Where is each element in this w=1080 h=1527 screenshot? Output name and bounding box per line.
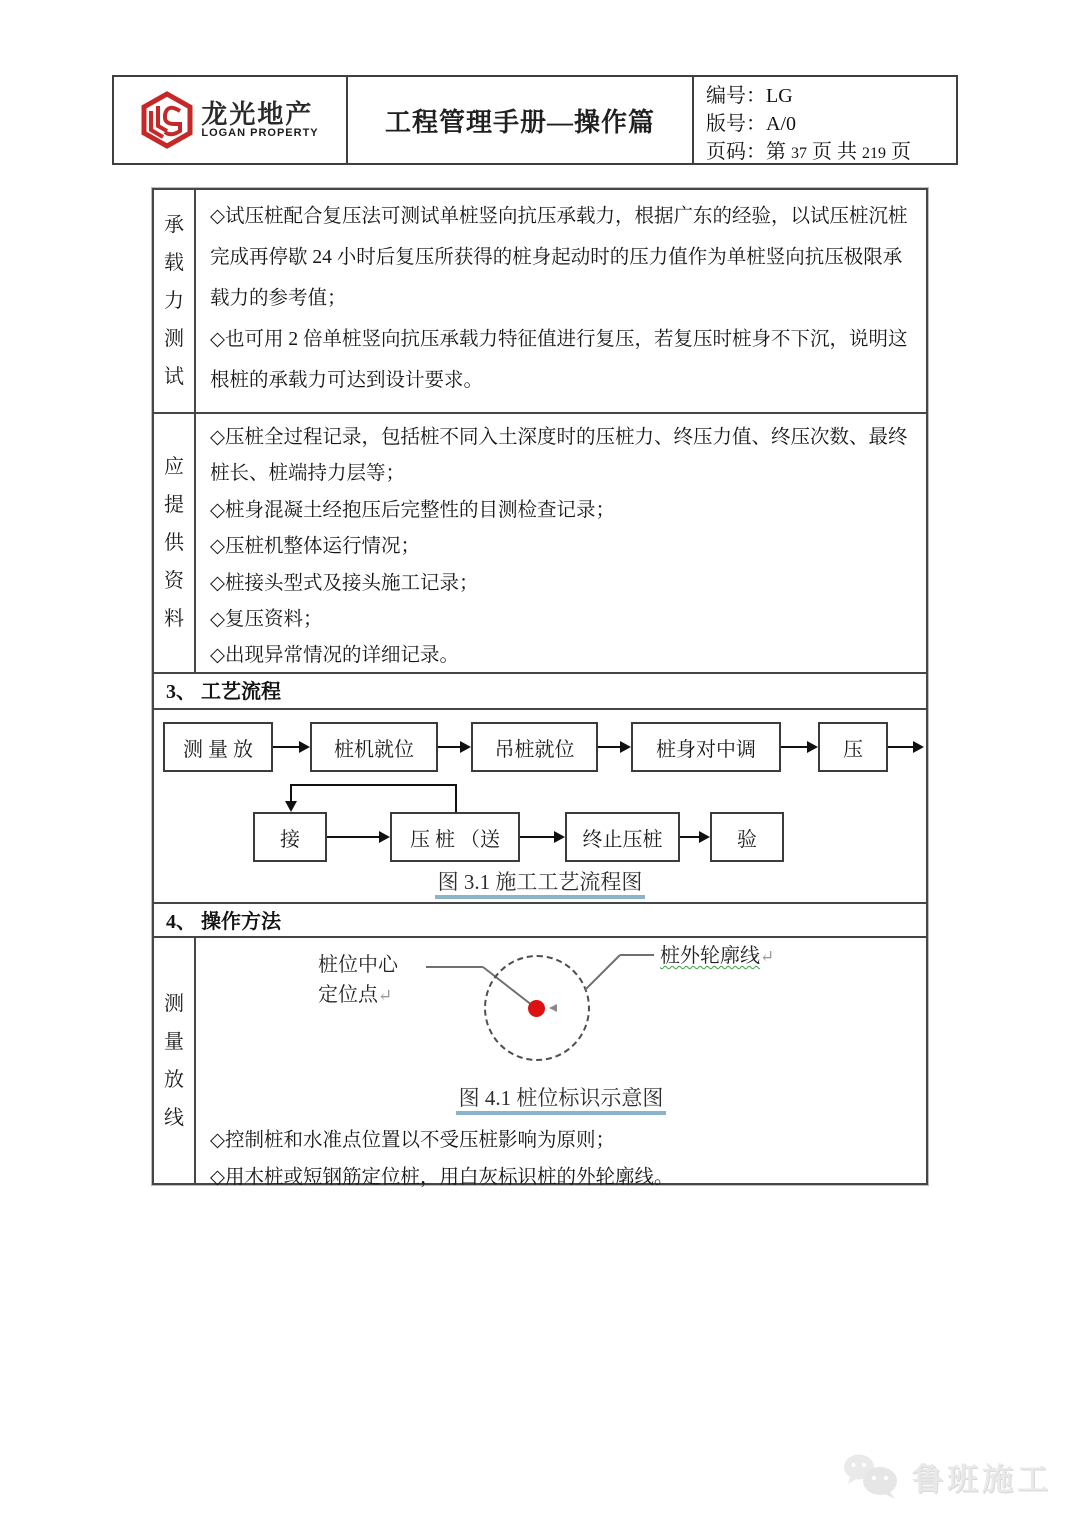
list-item: ◇桩接头型式及接头施工记录； xyxy=(210,572,479,594)
flow-box-press-pile: 压 桩 （送 xyxy=(390,812,520,862)
flow-arrow xyxy=(598,746,629,748)
doc-number-line: 编号：LG xyxy=(706,85,793,107)
list-item: ◇用木桩或短钢筋定位桩，用白灰标识桩的外轮廓线。 xyxy=(210,1167,674,1188)
table-row-bearing-capacity-test xyxy=(154,190,926,414)
wechat-bubbles-icon xyxy=(840,1451,902,1501)
figure-4-1-caption: 图 4.1 桩位标识示意图 xyxy=(196,1082,926,1112)
flow-loop-line xyxy=(455,784,457,812)
document-title: 工程管理手册—操作篇 xyxy=(348,77,694,163)
figure-3-1-caption: 图 3.1 施工工艺流程图 xyxy=(154,866,926,896)
flow-arrow xyxy=(327,836,388,838)
row-label-cell xyxy=(154,938,196,1183)
list-item: ◇桩身混凝土经抱压后完整性的目测检查记录； xyxy=(210,499,615,521)
table-row-section4 xyxy=(154,904,926,938)
flow-arrow xyxy=(520,836,563,838)
row-label: 承载力测试 xyxy=(164,214,184,388)
row-label: 测量放线 xyxy=(164,992,184,1129)
flow-arrow xyxy=(888,746,922,748)
table-row-required-documents xyxy=(154,414,926,674)
flow-box-inspect: 验 xyxy=(710,812,784,862)
survey-layout-notes xyxy=(196,1122,926,1202)
flow-box-splice: 接 xyxy=(253,812,327,862)
list-item: ◇出现异常情况的详细记录。 xyxy=(210,645,459,667)
flow-box-survey: 测 量 放 xyxy=(163,722,273,772)
flow-box-rig-in-place: 桩机就位 xyxy=(310,722,438,772)
flow-arrow xyxy=(781,746,816,748)
diagram-label-pile-center: 桩位中心 定位点↵ xyxy=(318,954,398,1006)
table-row-survey-layout xyxy=(154,938,926,1188)
dot-pointer-icon xyxy=(549,1004,557,1012)
paragraph: ◇也可用 2 倍单桩竖向抗压承载力特征值进行复压，若复压时桩身不下沉，说明这根桩的承载力可达到设计要求。 xyxy=(210,329,908,391)
diagram-label-pile-outline: 桩外轮廓线↵ xyxy=(660,945,775,967)
section3-heading: 3、 工艺流程 xyxy=(166,681,281,703)
row-label-cell xyxy=(154,190,196,412)
flow-box-stop-press: 终止压桩 xyxy=(565,812,680,862)
row-content xyxy=(196,938,926,1188)
leader-line xyxy=(620,954,654,956)
list-item: ◇复压资料； xyxy=(210,609,323,631)
watermark-text: 鲁班施工 xyxy=(912,1461,1052,1497)
list-item: ◇压桩机整体运行情况； xyxy=(210,536,420,558)
row-content xyxy=(196,190,926,412)
doc-page-line: 页码：第 37 页 共 219 页 xyxy=(706,141,911,163)
document-header-table xyxy=(112,75,958,165)
document-meta xyxy=(694,77,956,163)
list-item: ◇控制桩和水准点位置以不受压桩影响为原则； xyxy=(210,1130,615,1151)
flow-box-align-pile: 桩身对中调 xyxy=(631,722,781,772)
flow-box-press: 压 xyxy=(818,722,888,772)
leader-line xyxy=(426,966,483,968)
main-content-table xyxy=(152,188,928,1188)
company-logo xyxy=(114,77,348,163)
flow-arrow xyxy=(438,746,469,748)
flow-arrow xyxy=(273,746,308,748)
logan-hexagon-logo-icon xyxy=(141,91,193,149)
logo-text-en: LOGAN PROPERTY xyxy=(201,126,319,139)
table-row-section3 xyxy=(154,674,926,710)
doc-version-line: 版号：A/0 xyxy=(706,113,796,135)
pile-position-diagram xyxy=(196,938,926,1078)
logo-text-cn: 龙光地产 xyxy=(201,98,314,129)
flow-loop-line xyxy=(290,784,457,786)
paragraph: ◇试压桩配合复压法可测试单桩竖向抗压承载力，根据广东的经验，以试压桩沉桩完成再停歇 24 小时后复压所获得的桩身起动时的压力值作为单桩竖向抗压极限承载力的参考值； xyxy=(210,206,908,309)
row-label-cell xyxy=(154,414,196,672)
row-label: 应提供资料 xyxy=(164,456,184,630)
return-mark: ↵ xyxy=(378,986,393,1005)
leader-line xyxy=(584,954,621,991)
list-item: ◇压桩全过程记录，包括桩不同入土深度时的压桩力、终压力值、终压次数、最终桩长、桩端持力层等； xyxy=(210,427,908,485)
table-row-flowchart xyxy=(154,710,926,904)
luban-watermark xyxy=(840,1451,1052,1501)
row-content xyxy=(196,414,926,672)
flow-loop-arrowhead xyxy=(285,801,297,812)
process-flowchart xyxy=(154,710,926,900)
flow-arrow xyxy=(680,836,708,838)
pile-center-dot xyxy=(528,1000,545,1017)
flow-box-hoist-pile: 吊桩就位 xyxy=(471,722,598,772)
section4-heading: 4、 操作方法 xyxy=(166,911,281,933)
return-mark: ↵ xyxy=(760,947,775,966)
